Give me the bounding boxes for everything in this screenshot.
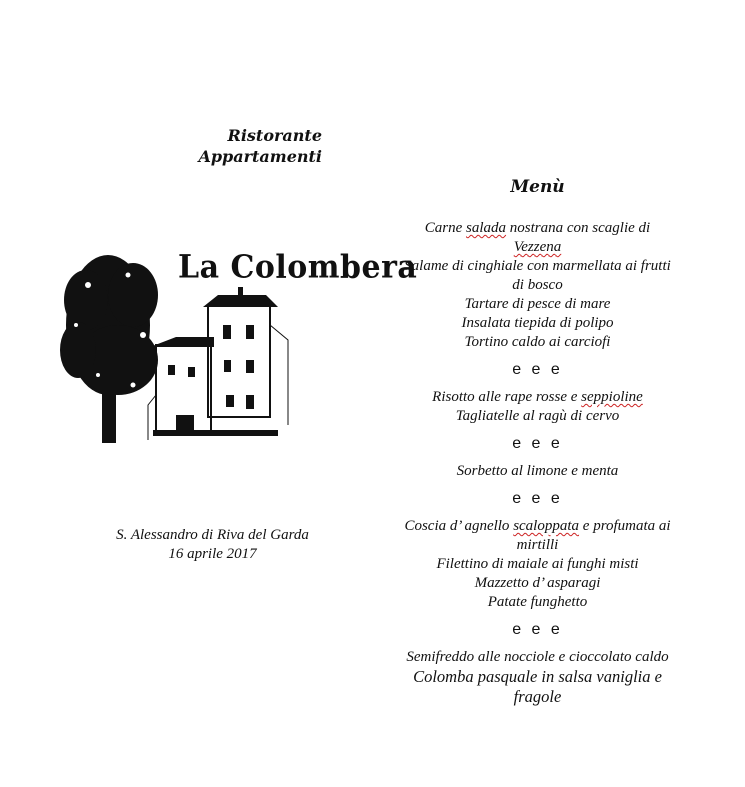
course-primi (400, 388, 675, 426)
event-date: 16 aprile 2017 (168, 546, 257, 562)
menu-item: Tagliatelle al ragù di cervo (455, 408, 620, 424)
restaurant-header (150, 125, 322, 167)
menu-item: Carne salada nostrana con scaglie di Vezzena (424, 220, 651, 255)
menu-item: Insalata tiepida di polipo (461, 315, 614, 331)
menu-item: Risotto alle rape rosse e seppioline (432, 389, 643, 405)
menu-item: Tartare di pesce di mare (464, 296, 611, 312)
menu-item: Salame di cinghiale con marmellata ai frutti di bosco (404, 258, 671, 293)
course-antipasti (400, 219, 675, 352)
course-sorbetto (400, 462, 675, 481)
course-separator: e e e (512, 621, 563, 638)
menu-item: Tortino caldo ai carciofi (464, 334, 611, 350)
logo-title: La Colombera (178, 249, 418, 286)
menu (400, 178, 675, 707)
menu-title: Menù (510, 177, 565, 197)
course-separator: e e e (512, 435, 563, 452)
menu-item: Patate funghetto (487, 594, 588, 610)
location-date (90, 526, 335, 564)
course-dolci (400, 648, 675, 707)
course-secondi (400, 517, 675, 612)
header-appartamenti: Appartamenti (198, 147, 322, 166)
header-ristorante: Ristorante (227, 126, 322, 145)
menu-item: Sorbetto al limone e menta (456, 463, 619, 479)
location: S. Alessandro di Riva del Garda (116, 527, 309, 543)
course-separator: e e e (512, 490, 563, 507)
course-separator: e e e (512, 361, 563, 378)
menu-item: Filettino di maiale ai funghi misti (436, 556, 639, 572)
menu-item: Colomba pasquale in salsa vaniglia e fragole (413, 667, 662, 706)
menu-item: Mazzetto d’ asparagi (474, 575, 601, 591)
menu-item: Coscia d’ agnello scaloppata e profumata ai mirtilli (404, 518, 671, 553)
menu-item: Semifreddo alle nocciole e cioccolato caldo (406, 649, 669, 665)
